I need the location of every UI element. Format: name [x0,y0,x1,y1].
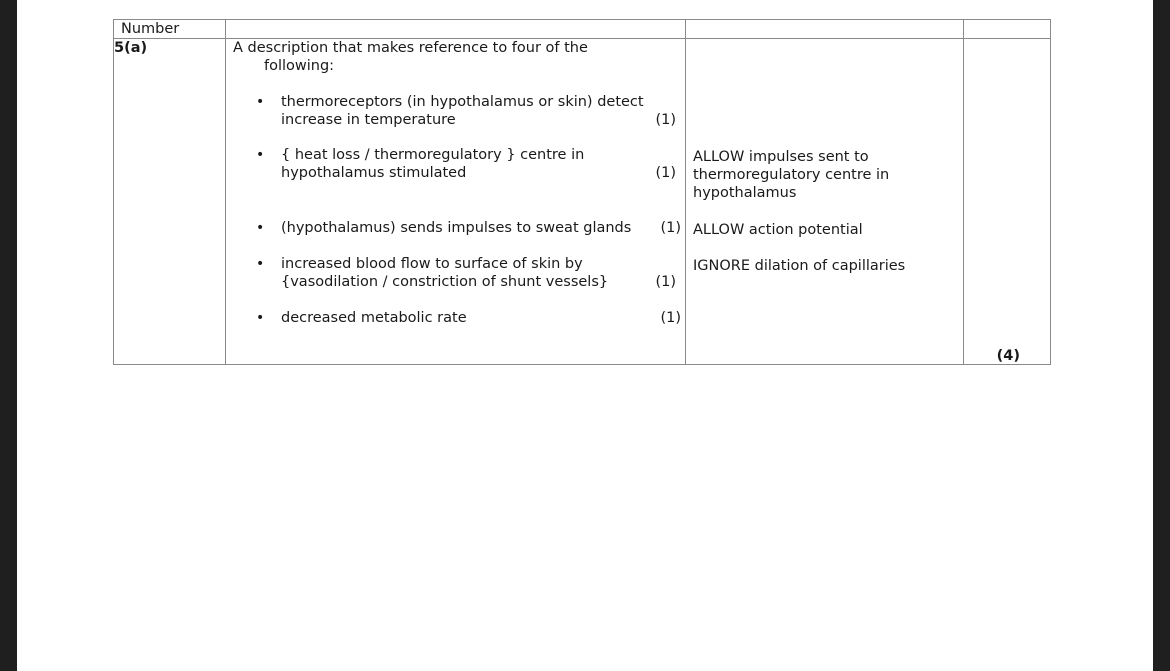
point-line: decreased metabolic rate [281,310,467,326]
guidance-cell [686,39,964,365]
header-marks [964,20,1051,39]
answer-intro [226,39,685,75]
marking-point [226,146,685,182]
header-number: Number [114,20,226,39]
point-mark: (1) [655,165,676,181]
total-marks: (4) [996,348,1020,364]
point-mark: (1) [655,274,676,290]
point-line: thermoreceptors (in hypothalamus or skin) detect [281,94,644,110]
answer-cell [226,39,686,365]
header-answer [226,20,686,39]
intro-line-1: A description that makes reference to four of the [233,40,588,56]
marking-point [226,309,685,327]
guidance-note: ALLOW impulses sent to thermoregulatory centre in hypothalamus [693,149,890,201]
point-line: { heat loss / thermoregulatory } centre in [281,147,585,163]
bullet-icon: • [256,94,265,110]
point-line: hypothalamus stimulated [281,165,467,181]
point-line: increased blood flow to surface of skin by [281,256,583,272]
marks-cell [964,39,1051,365]
document-page [17,0,1153,671]
marking-point [226,255,685,291]
marking-points [226,93,685,327]
point-mark: (1) [655,112,676,128]
question-number: 5(a) [114,39,226,365]
marking-point [226,219,685,237]
intro-line-2: following: [264,58,335,74]
point-mark: (1) [660,220,681,236]
bullet-icon: • [256,220,265,236]
guidance-note: IGNORE dilation of capillaries [693,258,906,274]
point-line: (hypothalamus) sends impulses to sweat glands [281,220,632,236]
table-row [114,39,1051,365]
mark-scheme-table [113,19,1051,365]
point-mark: (1) [660,310,681,326]
bullet-icon: • [256,256,265,272]
table-header-row [114,20,1051,39]
header-guidance [686,20,964,39]
guidance-note: ALLOW action potential [693,222,863,238]
point-line: increase in temperature [281,112,456,128]
marking-point [226,93,685,129]
bullet-icon: • [256,310,265,326]
bullet-icon: • [256,147,265,163]
point-line: {vasodilation / constriction of shunt vessels} [281,274,609,290]
